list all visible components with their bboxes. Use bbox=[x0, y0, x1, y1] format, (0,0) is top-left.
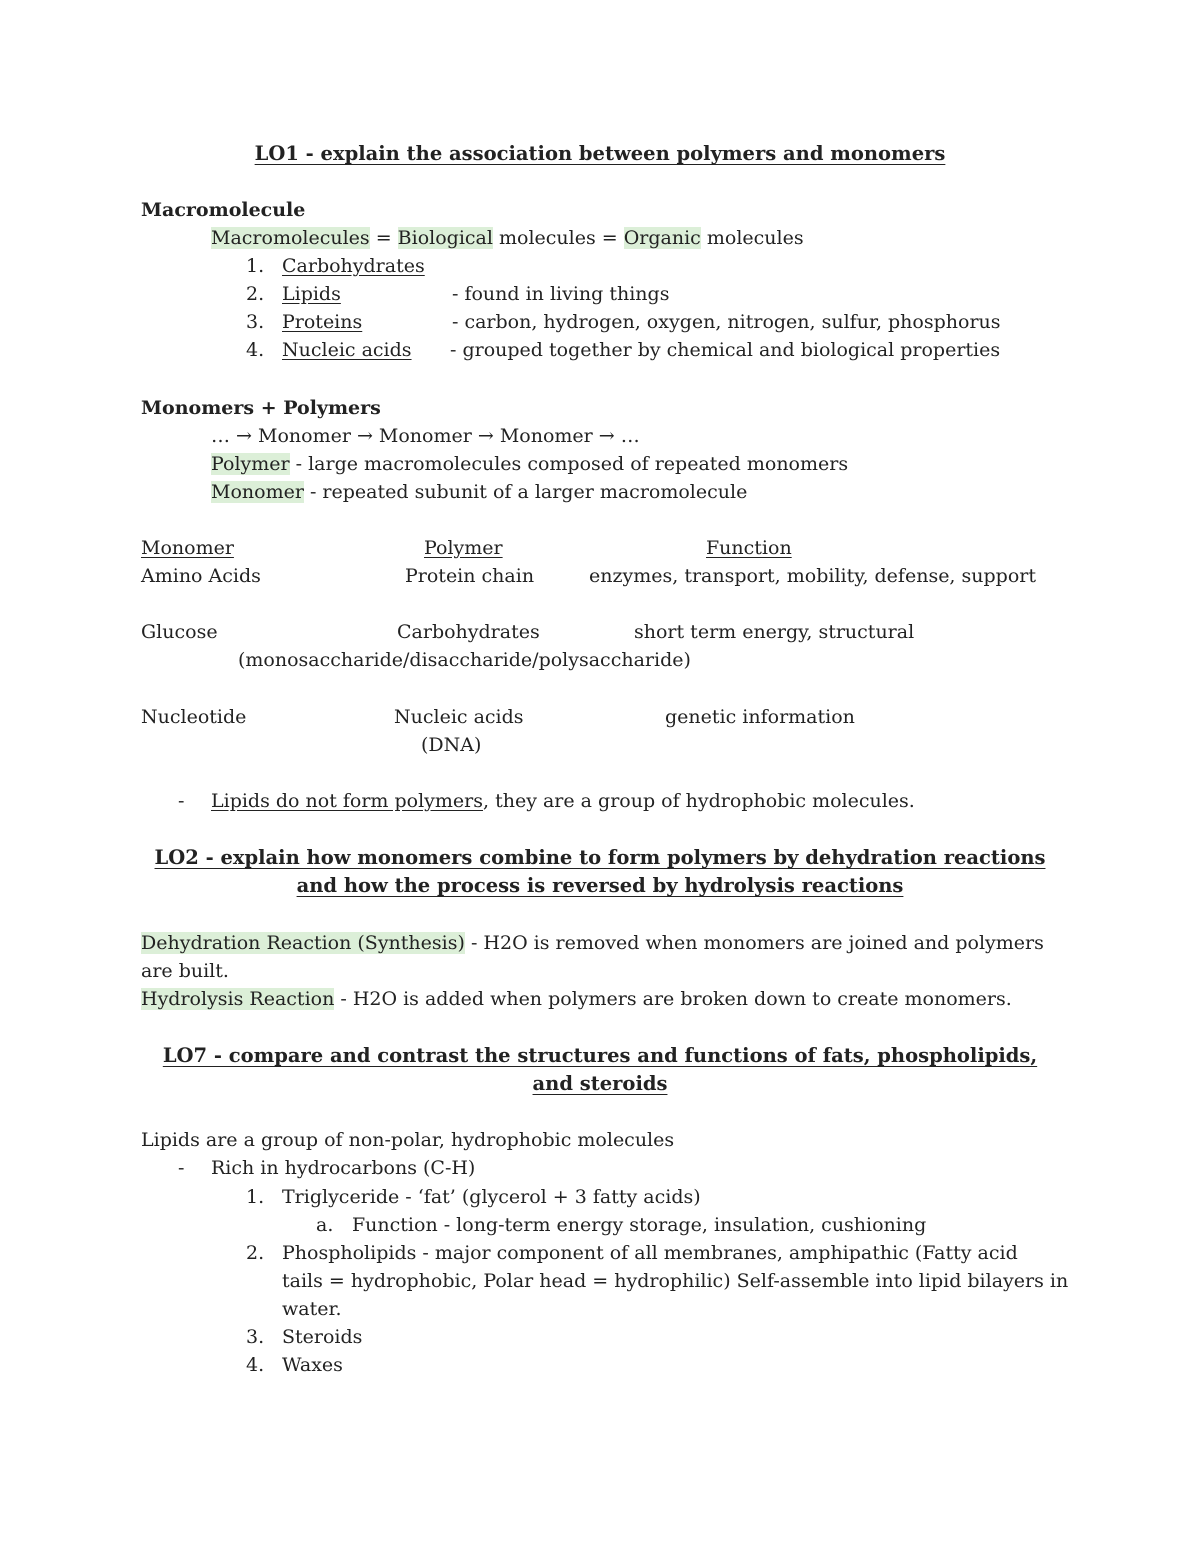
dehydration-def-continued: are built. bbox=[141, 960, 229, 982]
table-cell-monomer: Nucleotide bbox=[141, 706, 247, 728]
phospholipids-line3: water. bbox=[282, 1298, 342, 1320]
phospholipids-line2: tails = hydrophobic, Polar head = hydrophilic) Self-assemble into lipid bilayers in bbox=[282, 1270, 1069, 1292]
hydrolysis-definition bbox=[141, 986, 1012, 1012]
table-cell-function: enzymes, transport, mobility, defense, support bbox=[589, 565, 1036, 587]
table-header-monomer: Monomer bbox=[141, 537, 234, 559]
term-macromolecules: Macromolecules bbox=[211, 227, 370, 249]
dehydration-def-text: - H2O is removed when monomers are joined and polymers bbox=[464, 932, 1044, 954]
list-item-nucleic-acids: Nucleic acids bbox=[282, 339, 412, 361]
dehydration-definition bbox=[141, 930, 1044, 956]
polymer-def-text: - large macromolecules composed of repeated monomers bbox=[289, 453, 849, 475]
lo2-heading-line1: LO2 - explain how monomers combine to form polymers by dehydration reactions bbox=[154, 846, 1046, 869]
lipid-item-triglyceride: Triglyceride - ‘fat’ (glycerol + 3 fatty acids) bbox=[282, 1186, 701, 1208]
bullet-dash: - bbox=[178, 1157, 185, 1179]
lo1-heading: LO1 - explain the association between polymers and monomers bbox=[254, 142, 946, 165]
table-header-polymer: Polymer bbox=[424, 537, 503, 559]
list-number: 3. bbox=[246, 1326, 265, 1348]
lipid-item-phospholipids: Phospholipids - major component of all membranes, amphipathic (Fatty acid bbox=[282, 1242, 1018, 1264]
table-cell-function: short term energy, structural bbox=[634, 621, 915, 643]
lipids-note-underlined: Lipids do not form polymers bbox=[211, 790, 483, 812]
table-cell-subtext: (monosaccharide/disaccharide/polysaccharide) bbox=[238, 649, 691, 671]
list-number: 1. bbox=[246, 255, 265, 277]
table-cell-function: genetic information bbox=[665, 706, 855, 728]
table-cell-polymer: Carbohydrates bbox=[397, 621, 540, 643]
eq-sep-1: = bbox=[369, 227, 398, 249]
polymer-definition bbox=[211, 451, 848, 477]
list-note: - grouped together by chemical and biological properties bbox=[450, 339, 1001, 361]
list-number: 2. bbox=[246, 1242, 265, 1264]
monomer-definition bbox=[211, 479, 747, 505]
list-number: 3. bbox=[246, 311, 265, 333]
list-item-proteins: Proteins bbox=[282, 311, 363, 333]
macromolecule-title: Macromolecule bbox=[141, 199, 306, 221]
list-number: 1. bbox=[246, 1186, 265, 1208]
hydrolysis-def-text: - H2O is added when polymers are broken down to create monomers. bbox=[334, 988, 1012, 1010]
table-cell-polymer: Protein chain bbox=[405, 565, 535, 587]
rich-in-hydrocarbons: Rich in hydrocarbons (C-H) bbox=[211, 1157, 476, 1179]
list-note: - carbon, hydrogen, oxygen, nitrogen, sulfur, phosphorus bbox=[452, 311, 1001, 333]
bullet-dash: - bbox=[178, 790, 185, 812]
term-polymer: Polymer bbox=[211, 453, 290, 475]
table-cell-monomer: Amino Acids bbox=[141, 565, 261, 587]
monomer-def-text: - repeated subunit of a larger macromolecule bbox=[303, 481, 748, 503]
lipids-note bbox=[211, 788, 915, 814]
list-item-lipids: Lipids bbox=[282, 283, 341, 305]
term-biological: Biological bbox=[397, 227, 493, 249]
table-cell-polymer: Nucleic acids bbox=[394, 706, 524, 728]
eq-sep-2: molecules = bbox=[492, 227, 624, 249]
term-organic: Organic bbox=[623, 227, 701, 249]
lipid-item-steroids: Steroids bbox=[282, 1326, 363, 1348]
lipids-note-rest: , they are a group of hydrophobic molecules. bbox=[483, 790, 915, 812]
lo2-heading-line2: and how the process is reversed by hydrolysis reactions bbox=[296, 874, 904, 897]
list-item-carbohydrates: Carbohydrates bbox=[282, 255, 425, 277]
eq-sep-3: molecules bbox=[700, 227, 804, 249]
triglyceride-function: Function - long-term energy storage, insulation, cushioning bbox=[352, 1214, 927, 1236]
list-number: 4. bbox=[246, 1354, 265, 1376]
term-dehydration: Dehydration Reaction (Synthesis) bbox=[141, 932, 465, 954]
table-cell-monomer: Glucose bbox=[141, 621, 218, 643]
list-number: 2. bbox=[246, 283, 265, 305]
term-monomer: Monomer bbox=[211, 481, 304, 503]
monomers-polymers-title: Monomers + Polymers bbox=[141, 397, 381, 419]
macromolecule-equation bbox=[211, 225, 804, 251]
lipid-item-waxes: Waxes bbox=[282, 1354, 343, 1376]
lo7-heading-line1: LO7 - compare and contrast the structures and functions of fats, phospholipids, bbox=[162, 1044, 1038, 1067]
list-note: - found in living things bbox=[452, 283, 670, 305]
sub-list-letter: a. bbox=[316, 1214, 334, 1236]
monomer-chain: … → Monomer → Monomer → Monomer → … bbox=[211, 425, 640, 447]
lipids-intro: Lipids are a group of non-polar, hydrophobic molecules bbox=[141, 1129, 675, 1151]
list-number: 4. bbox=[246, 339, 265, 361]
table-header-function: Function bbox=[706, 537, 792, 559]
lo7-heading-line2: and steroids bbox=[532, 1072, 668, 1095]
term-hydrolysis: Hydrolysis Reaction bbox=[141, 988, 335, 1010]
table-cell-subtext: (DNA) bbox=[421, 734, 482, 756]
